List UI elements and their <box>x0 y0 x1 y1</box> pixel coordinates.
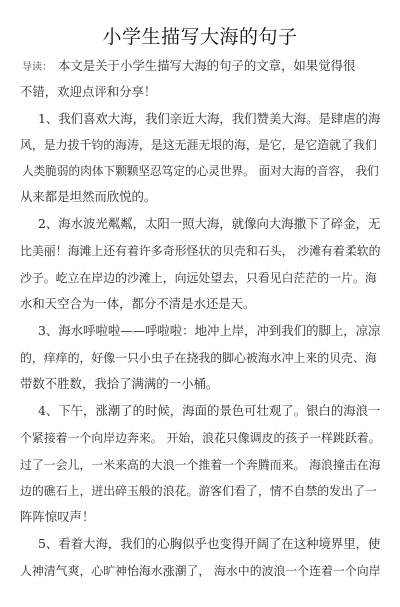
intro-label: 导读： <box>22 62 52 73</box>
paragraph-line: 比美丽！海滩上还有着许多奇形怪状的贝壳和石头， 沙滩有着柔软的 <box>20 244 381 258</box>
paragraph-line: 1、我们喜欢大海，我们亲近大海，我们赞美大海。是肆虐的海 <box>38 111 381 126</box>
paragraph-line: 沙子。屹立在岸边的沙滩上，向远处望去，只看见白茫茫的一片。海 <box>20 271 377 285</box>
paragraph-line: 人神清气爽，心旷神怡海水涨潮了， 海水中的波浪一个连着一个向岸 <box>20 564 381 578</box>
paragraph-line: 个紧接着一个向岸边奔来。 开始，浪花只像调皮的孩子一样跳跃着。 <box>20 431 381 445</box>
paragraph-line: 人类脆弱的肉体下颗颗坚忍笃定的心灵世界。 面对大海的音容， 我们 <box>22 164 379 178</box>
paragraph-line: 边的礁石上，迸出碎玉般的浪花。游客们看了，情不自禁的发出了一 <box>20 484 377 498</box>
paragraph-line: 过了一会儿，一米来高的大浪一个推着一个奔腾而来。 海浪撞击在海 <box>20 458 381 472</box>
paragraph-line: 3、海水呼啦啦——呼啦啦：地冲上岸，冲到我们的脚上，凉凉 <box>38 323 381 338</box>
paragraph-line: 的，痒痒的，好像一只小虫子在挠我的脚心被海水冲上来的贝壳、海 <box>20 351 377 365</box>
paragraph-line: 2、海水波光粼粼，太阳一照大海，就像向大海撒下了碎金，无 <box>38 216 381 231</box>
paragraph-line: 风，是力拔千钧的海涛，是这无涯无垠的海，是它，是它造就了我们 <box>20 138 377 152</box>
paragraph-line: 从来都是坦然而欣悦的。 <box>20 189 157 204</box>
intro-text: 本文是关于小学生描写大海的句子的文章，如果觉得很 <box>58 58 356 73</box>
intro-line: 不错，欢迎点评和分享！ <box>20 84 157 99</box>
paragraph-line: 5、看着大海，我们的心胸似乎也变得开阔了在这种境界里，使 <box>38 536 381 551</box>
paragraph-line: 阵阵惊叹声！ <box>20 509 95 524</box>
intro-line <box>0 58 400 76</box>
paragraph-line: 水和天空合为一体，都分不清是水还是天。 <box>20 296 256 311</box>
paragraph-line: 4、下午，涨潮了的时候，海面的景色可壮观了。银白的海浪一 <box>38 403 381 418</box>
page-title: 小学生描写大海的句子 <box>102 26 298 48</box>
paragraph-line: 带数不胜数，我拾了满满的一小桶。 <box>20 376 219 391</box>
